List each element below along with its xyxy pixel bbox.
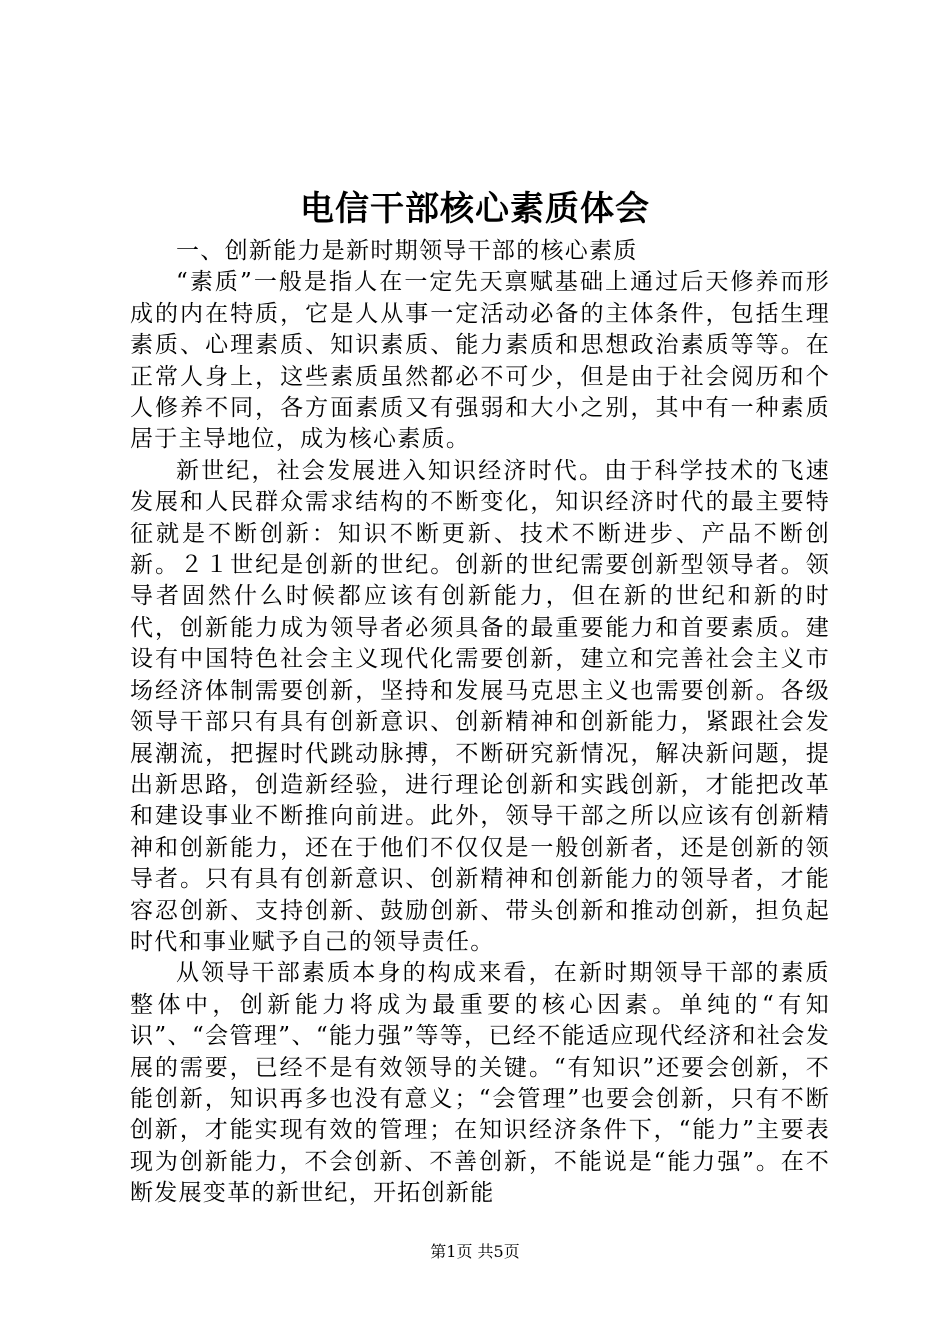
paragraph-leader-qualities: 从领导干部素质本身的构成来看，在新时期领导干部的素质整体中，创新能力将成为最重要的核心因素。单纯的“有知识”、“会管理”、“能力强”等等，已经不能适应现代经济和社会发展的需要，已经不是有效领导的关键。“有知识”还要会创新，不能创新，知识再多也没有意义；“会管理”也要会创新，只有不断创新，才能实现有效的管理；在知识经济条件下，“能力”主要表现为创新能力，不会创新、不善创新，不能说是“能力强”。在不断发展变革的新世纪，开拓创新能	[130, 960, 830, 1207]
paragraph-suzhi-definition: “素质”一般是指人在一定先天禀赋基础上通过后天修养而形成的内在特质，它是人从事一定活动必备的主体条件，包括生理素质、心理素质、知识素质、能力素质和思想政治素质等等。在正常人身上，这些素质虽然都必不可少，但是由于社会阅历和个人修养不同，各方面素质又有强弱和大小之别，其中有一种素质居于主导地位，成为核心素质。	[130, 269, 830, 453]
document-body	[130, 236, 830, 1210]
paragraph-new-century: 新世纪，社会发展进入知识经济时代。由于科学技术的飞速发展和人民群众需求结构的不断变化，知识经济时代的最主要特征就是不断创新：知识不断更新、技术不断进步、产品不断创新。２１世纪是创新的世纪。创新的世纪需要创新型领导者。领导者固然什么时候都应该有创新能力，但在新的世纪和新的时代，创新能力成为领导者必须具备的最重要能力和首要素质。建设有中国特色社会主义现代化需要创新，建立和完善社会主义市场经济体制需要创新，坚持和发展马克思主义也需要创新。各级领导干部只有具有创新意识、创新精神和创新能力，紧跟社会发展潮流，把握时代跳动脉搏，不断研究新情况，解决新问题，提出新思路，创造新经验，进行理论创新和实践创新，才能把改革和建设事业不断推向前进。此外，领导干部之所以应该有创新精神和创新能力，还在于他们不仅仅是一般创新者，还是创新的领导者。只有具有创新意识、创新精神和创新能力的领导者，才能容忍创新、支持创新、鼓励创新、带头创新和推动创新，担负起时代和事业赋予自己的领导责任。	[130, 457, 830, 955]
document-title: 电信干部核心素质体会	[300, 189, 650, 229]
section-heading: 一、创新能力是新时期领导干部的核心素质	[176, 238, 638, 264]
page-footer: 第1页 共5页	[430, 1242, 520, 1261]
